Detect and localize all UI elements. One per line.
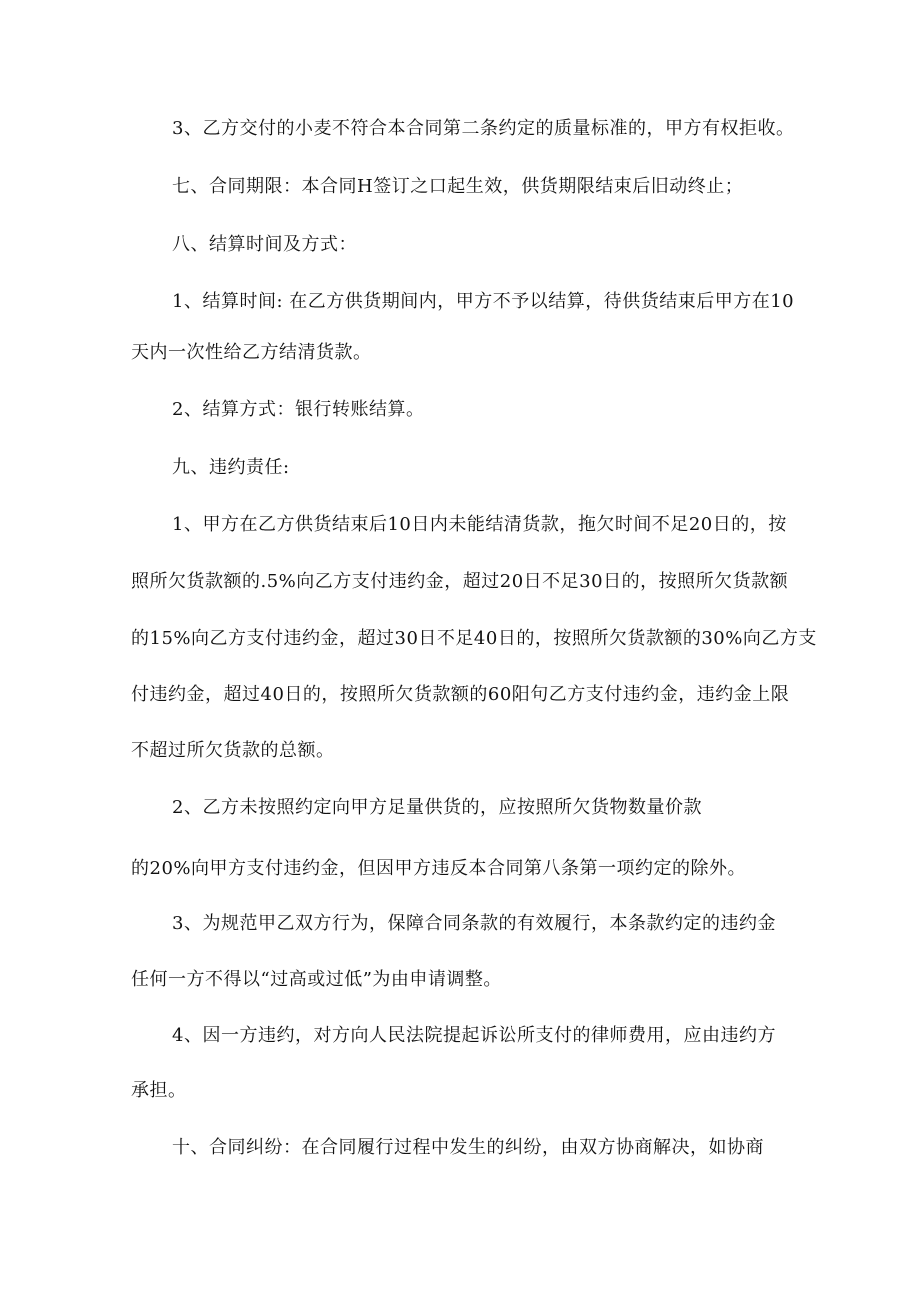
clause-8-item-1-line-1: 1、结算时间: 在乙方供货期间内，甲方不予以结算，待供货结束后甲方在10: [172, 291, 795, 312]
clause-9-item-4-line-2: 承担。: [131, 1080, 187, 1101]
clause-9-item-4-line-1: 4、因一方违约，对方向人民法院提起诉讼所支付的律师费用，应由违约方: [172, 1025, 776, 1046]
clause-9-item-1-line-3: 的15%向乙方支付违约金，超过30日不足40日的，按照所欠货款额的30%向乙方支: [131, 628, 817, 649]
clause-9-item-1-line-2: 照所欠货款额的.5%向乙方支付违约金，超过20日不足30日的，按照所欠货款额: [131, 571, 789, 592]
clause-7-term: 七、合同期限：本合同H签订之口起生效，供货期限结束后旧动终止；: [172, 176, 744, 197]
clause-9-heading: 九、违约责任:: [172, 457, 290, 478]
clause-10-dispute: 十、合同纠纷：在合同履行过程中发生的纠纷，由双方协商解决，如协商: [172, 1137, 764, 1158]
clause-9-item-2-line-2: 的20%向甲方支付违约金，但因甲方违反本合同第八条第一项约定的除外。: [131, 858, 747, 879]
clause-8-heading: 八、结算时间及方式：: [172, 234, 357, 255]
clause-8-item-1-line-2: 天内一次性给乙方结清货款。: [131, 342, 372, 363]
clause-9-item-3-line-2: 任何一方不得以“过高或过低”为由申请调整。: [131, 969, 502, 990]
clause-9-item-1-line-1: 1、甲方在乙方供货结束后10日内未能结清货款，拖欠时间不足20日的，按: [172, 514, 787, 535]
clause-9-item-1-line-5: 不超过所欠货款的总额。: [131, 740, 335, 761]
clause-6-item-3: 3、乙方交付的小麦不符合本合同第二条约定的质量标准的，甲方有权拒收。: [172, 118, 795, 139]
clause-9-item-3-line-1: 3、为规范甲乙双方行为，保障合同条款的有效履行，本条款约定的违约金: [172, 913, 776, 934]
clause-9-item-1-line-4: 付违约金，超过40日的，按照所欠货款额的60阳句乙方支付违约金，违约金上限: [131, 684, 790, 705]
clause-8-item-2: 2、结算方式：银行转账结算。: [172, 399, 425, 420]
clause-9-item-2-line-1: 2、乙方未按照约定向甲方足量供货的，应按照所欠货物数量价款: [172, 797, 702, 818]
